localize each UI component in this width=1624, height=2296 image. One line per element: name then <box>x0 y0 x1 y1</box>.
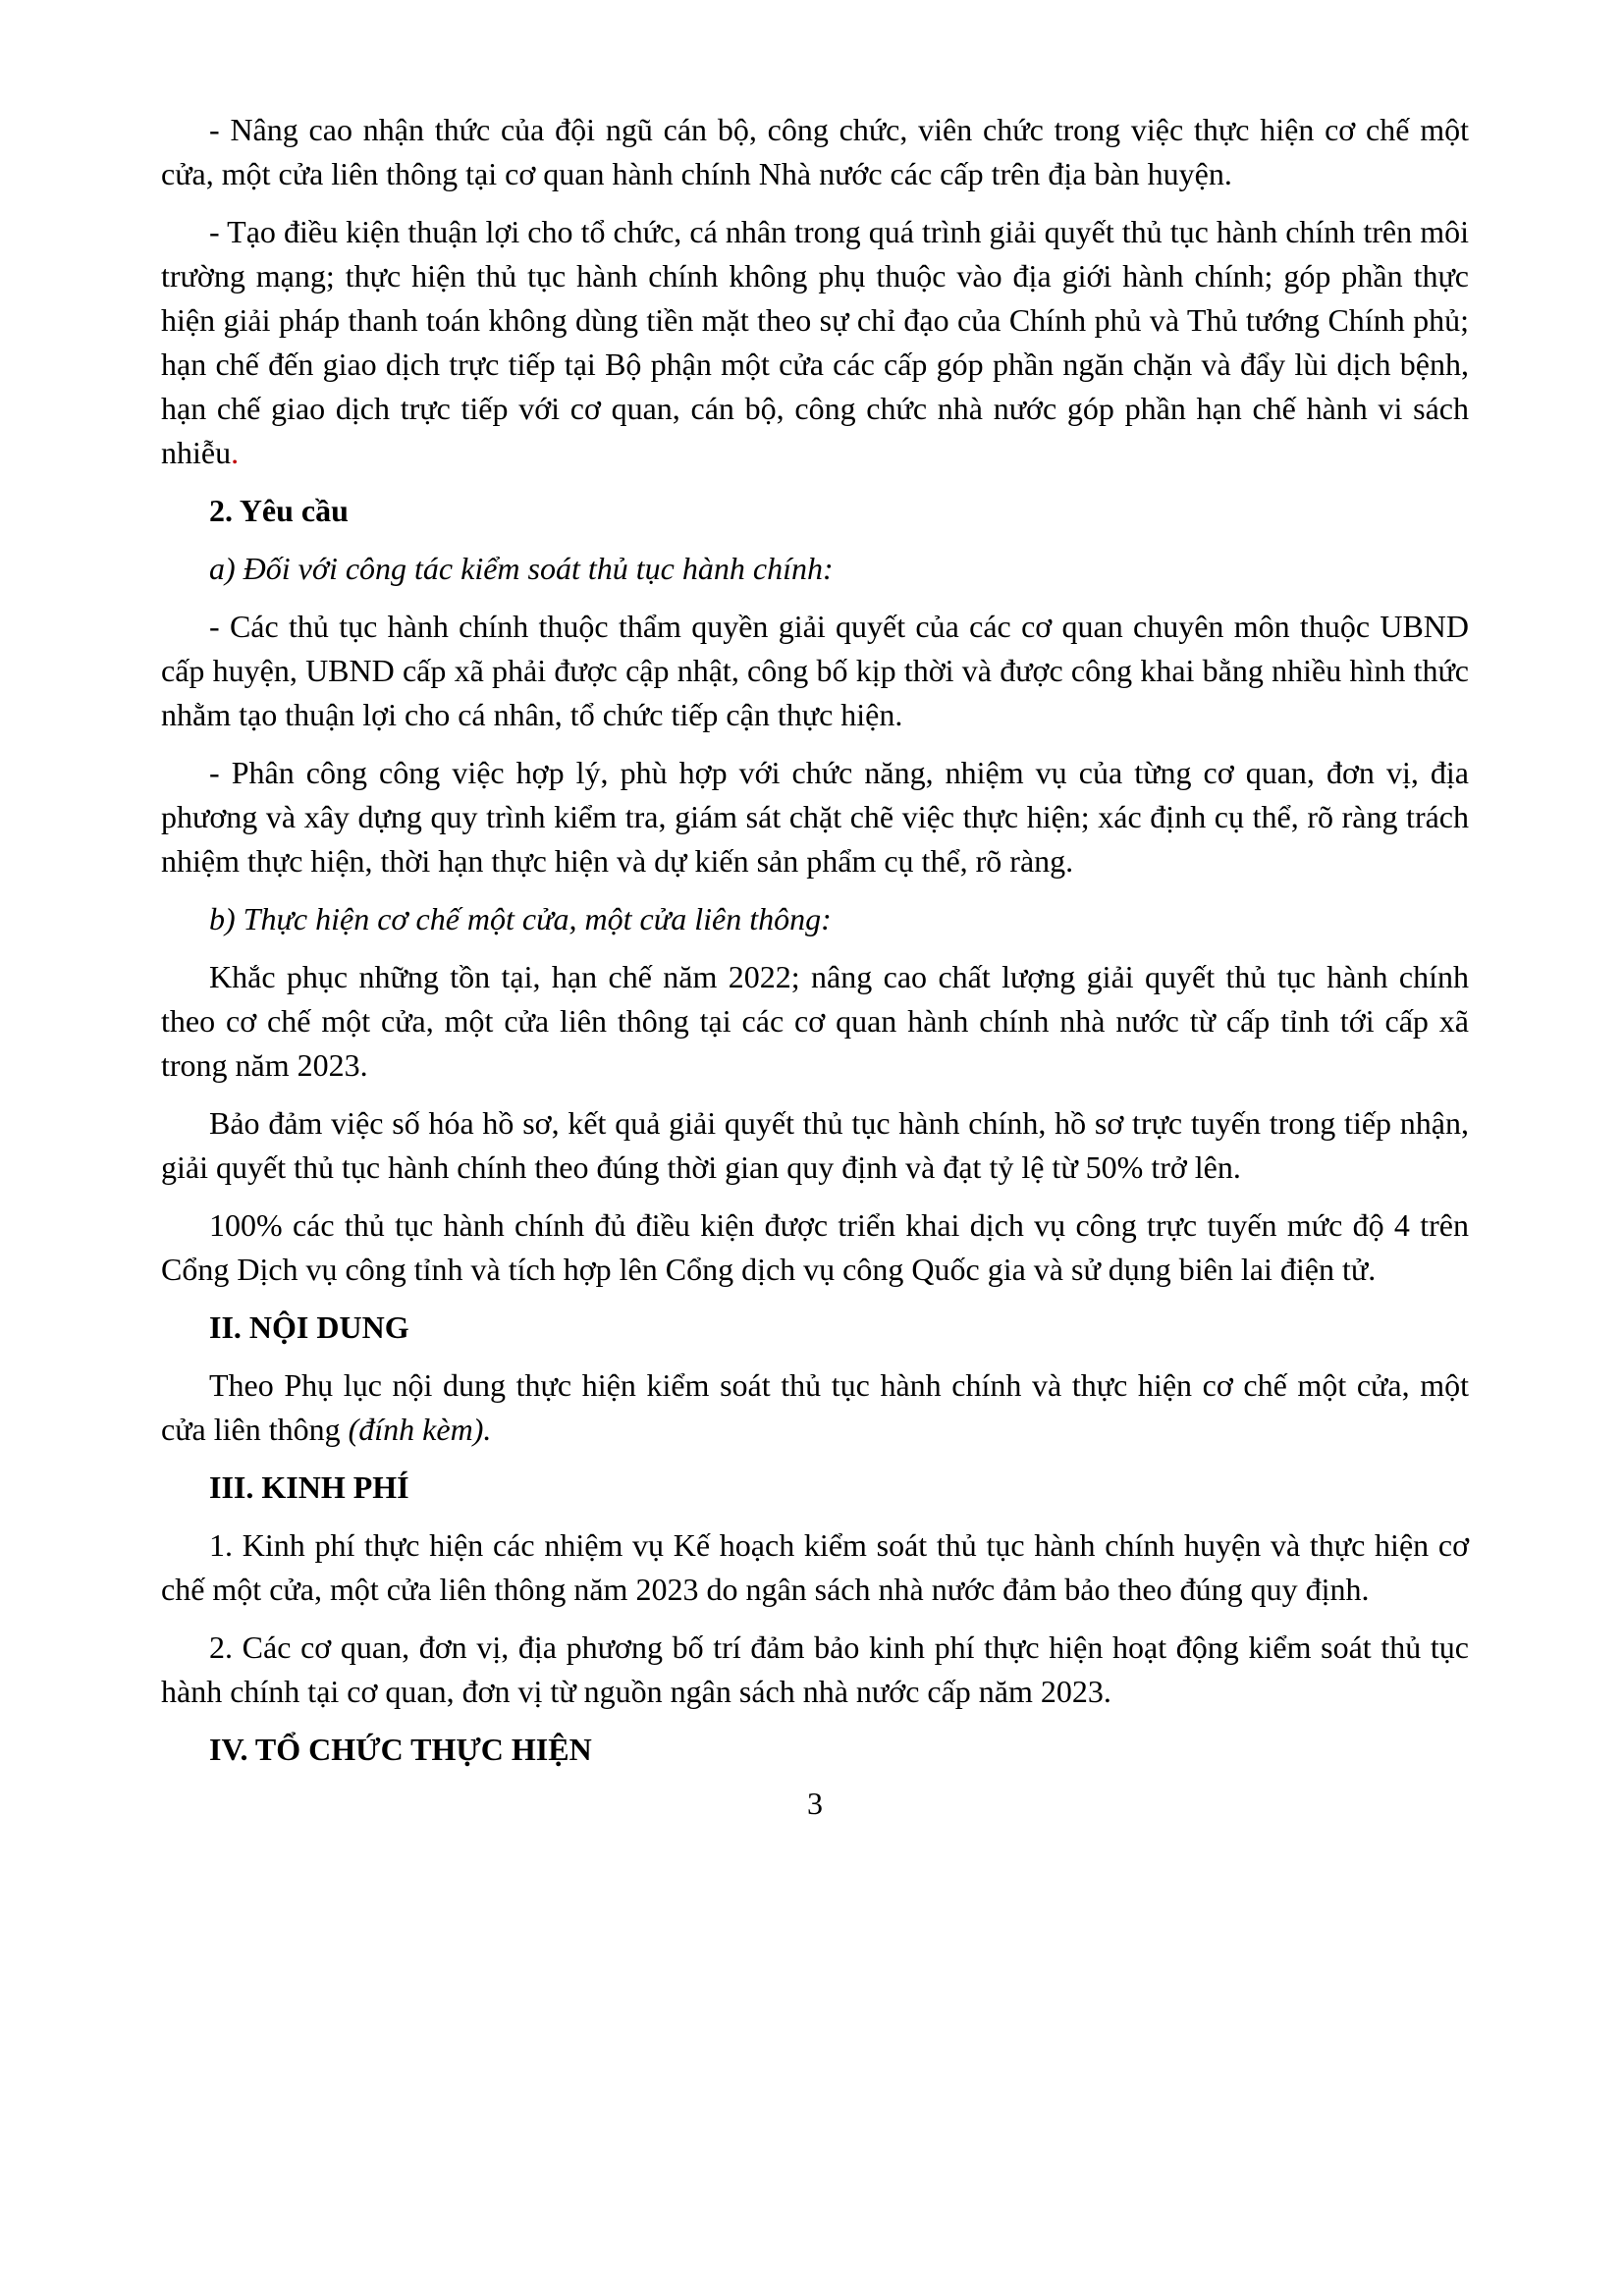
paragraph-cac-thu-tuc-hanh-chinh <box>161 605 1469 737</box>
heading-text: IV. TỔ CHỨC THỰC HIỆN <box>209 1732 592 1767</box>
paragraph-100-phan-tram-dvc <box>161 1203 1469 1292</box>
subheading-b-co-che-mot-cua <box>161 897 1469 941</box>
paragraph-text: 2. Các cơ quan, đơn vị, địa phương bố trí đảm bảo kinh phí thực hiện hoạt động kiểm soát thủ tục hành chính tại cơ quan, đơn vị từ nguồn ngân sách nhà nước cấp năm 2023. <box>161 1629 1469 1709</box>
heading-text: 2. Yêu cầu <box>209 493 349 528</box>
paragraph-text: - Nâng cao nhận thức của đội ngũ cán bộ, công chức, viên chức trong việc thực hiện cơ chế một cửa, một cửa liên thông tại cơ quan hành chính Nhà nước các cấp trên địa bàn huyện. <box>161 112 1469 191</box>
paragraph-text: - Tạo điều kiện thuận lợi cho tổ chức, cá nhân trong quá trình giải quyết thủ tục hành chính trên môi trường mạng; thực hiện thủ tục hành chính không phụ thuộc vào địa giới hành chính; góp phần thực hiện giải pháp thanh toán không dùng tiền mặt theo sự chỉ đạo của Chính phủ và Thủ tướng Chính phủ; hạn chế đến giao dịch trực tiếp tại Bộ phận một cửa các cấp góp phần ngăn chặn và đẩy lùi dịch bệnh, hạn chế giao dịch trực tiếp với cơ quan, cán bộ, công chức nhà nước góp phần hạn chế hành vi sách nhiễu <box>161 214 1469 470</box>
red-period-mark: . <box>231 435 240 470</box>
paragraph-khac-phuc-ton-tai <box>161 955 1469 1088</box>
paragraph-1-kinh-phi-thuc-hien <box>161 1523 1469 1612</box>
paragraph-text: Bảo đảm việc số hóa hồ sơ, kết quả giải quyết thủ tục hành chính, hồ sơ trực tuyến trong tiếp nhận, giải quyết thủ tục hành chính theo đúng thời gian quy định và đạt tỷ lệ từ 50% trở lên. <box>161 1105 1469 1185</box>
heading-text: II. NỘI DUNG <box>209 1309 409 1345</box>
paragraph-text: Khắc phục những tồn tại, hạn chế năm 2022; nâng cao chất lượng giải quyết thủ tục hành chính theo cơ chế một cửa, một cửa liên thông tại các cơ quan hành chính nhà nước từ cấp tỉnh tới cấp xã trong năm 2023. <box>161 959 1469 1083</box>
paragraph-phan-cong-cong-viec <box>161 751 1469 883</box>
paragraph-text: - Phân công công việc hợp lý, phù hợp với chức năng, nhiệm vụ của từng cơ quan, đơn vị, địa phương và xây dựng quy trình kiểm tra, giám sát chặt chẽ việc thực hiện; xác định cụ thể, rõ ràng trách nhiệm thực hiện, thời hạn thực hiện và dự kiến sản phẩm cụ thể, rõ ràng. <box>161 755 1469 879</box>
section-heading-iii-kinh-phi <box>161 1466 1469 1510</box>
section-heading-ii-noi-dung <box>161 1306 1469 1350</box>
paragraph-text: 100% các thủ tục hành chính đủ điều kiện được triển khai dịch vụ công trực tuyến mức độ 4 trên Cổng Dịch vụ công tỉnh và tích hợp lên Cổng dịch vụ công Quốc gia và sử dụng biên lai điện tử. <box>161 1207 1469 1287</box>
section-heading-iv-to-chuc-thuc-hien <box>161 1728 1469 1772</box>
paragraph-2-cac-co-quan-bo-tri <box>161 1626 1469 1714</box>
subheading-text: a) Đối với công tác kiểm soát thủ tục hành chính: <box>209 551 834 586</box>
paragraph-tao-dieu-kien <box>161 210 1469 475</box>
paragraph-text: Theo Phụ lục nội dung thực hiện kiểm soát thủ tục hành chính và thực hiện cơ chế một cửa, một cửa liên thông <box>161 1367 1469 1447</box>
subheading-a-kiem-soat-tthc <box>161 547 1469 591</box>
paragraph-theo-phu-luc <box>161 1363 1469 1452</box>
section-heading-2-yeu-cau <box>161 489 1469 533</box>
paragraph-nang-cao-nhan-thuc <box>161 108 1469 196</box>
italic-attachment-note: (đính kèm). <box>348 1412 492 1447</box>
paragraph-bao-dam-so-hoa <box>161 1101 1469 1190</box>
paragraph-text: - Các thủ tục hành chính thuộc thẩm quyền giải quyết của các cơ quan chuyên môn thuộc UBND cấp huyện, UBND cấp xã phải được cập nhật, công bố kịp thời và được công khai bằng nhiều hình thức nhằm tạo thuận lợi cho cá nhân, tổ chức tiếp cận thực hiện. <box>161 609 1469 732</box>
page-number: 3 <box>807 1786 823 1821</box>
heading-text: III. KINH PHÍ <box>209 1469 409 1505</box>
paragraph-text: 1. Kinh phí thực hiện các nhiệm vụ Kế hoạch kiểm soát thủ tục hành chính huyện và thực hiện cơ chế một cửa, một cửa liên thông năm 2023 do ngân sách nhà nước đảm bảo theo đúng quy định. <box>161 1527 1469 1607</box>
subheading-text: b) Thực hiện cơ chế một cửa, một cửa liên thông: <box>209 901 832 936</box>
